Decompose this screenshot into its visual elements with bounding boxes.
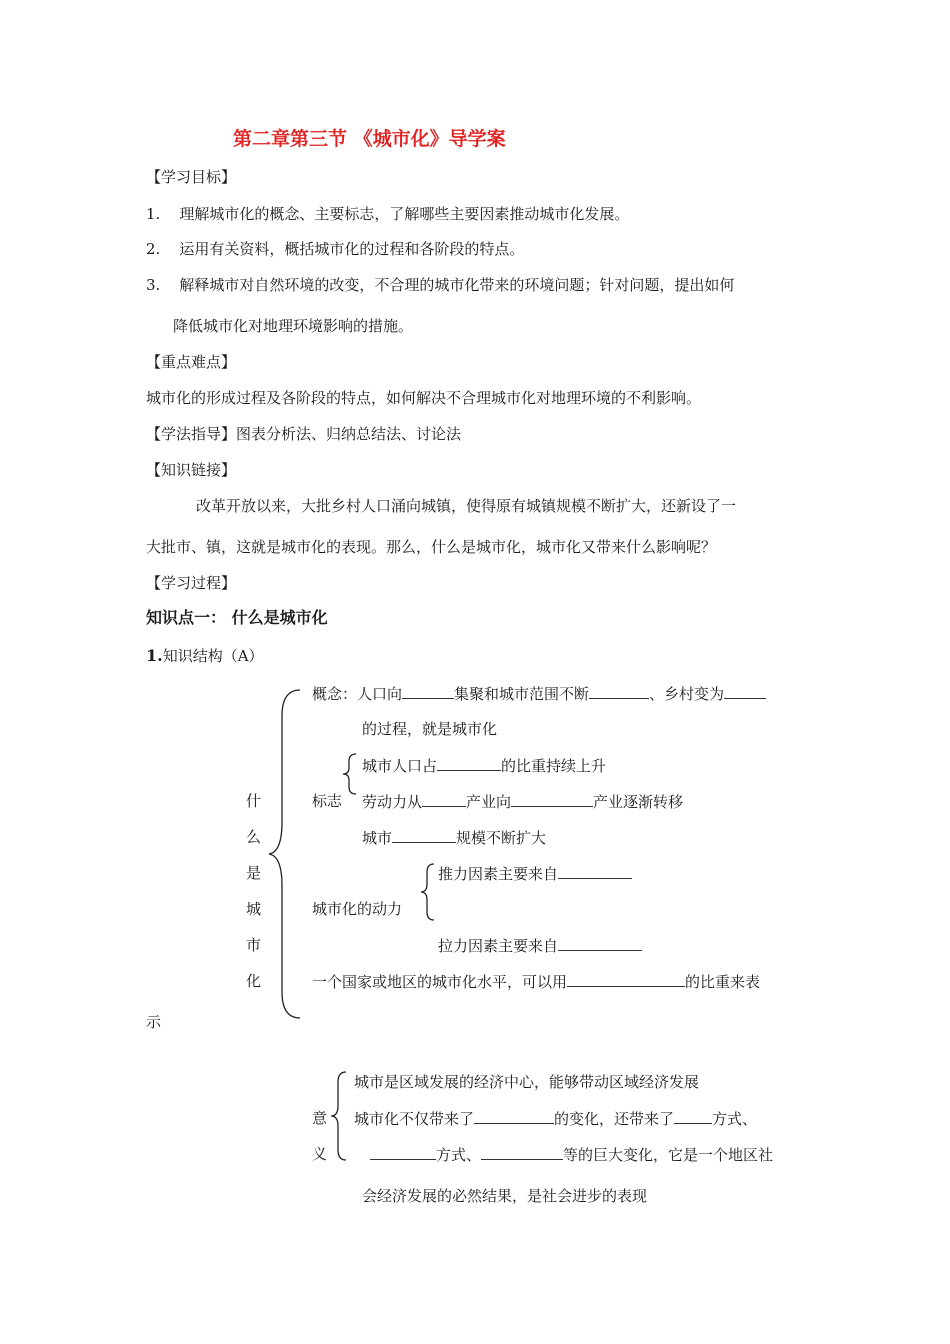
sign-line-c [362,827,546,848]
link-para-line1: 改革开放以来，大批乡村人口涌向城镇，使得原有城镇规模不断扩大，还新设了一 [196,497,737,515]
method-text: 图表分析法、归纳总结法、讨论法 [236,425,462,443]
goal-text: 理解城市化的概念、主要标志，了解哪些主要因素推动城市化发展。 [179,205,630,223]
meaning-l3-1: 方式、 [436,1146,482,1164]
sign-brace [340,752,360,796]
drive-label: 城市化的动力 [312,900,403,918]
fill-blank[interactable] [567,971,685,987]
meaning-l3-2: 等的巨大变化，它是一个地区社 [563,1146,774,1164]
fill-blank[interactable] [481,1144,563,1160]
sign-a-2: 的比重持续上升 [501,757,607,775]
key-text: 城市化的形成过程及各阶段的特点，如何解决不合理城市化对地理环境的不利影响。 [146,389,702,407]
point1-sub-num: 1. [146,646,163,665]
meaning-l2-3: 方式、 [712,1110,758,1128]
fill-blank[interactable] [589,683,649,699]
big-brace [268,688,308,1020]
fill-blank[interactable] [558,935,642,951]
drive-brace [418,862,438,922]
meaning-l2-2: 的变化，还带来了 [554,1110,675,1128]
sign-b-1: 劳动力从 [362,793,423,811]
point1-sub-text: 知识结构（A） [162,647,264,665]
sign-label: 标志 [312,792,343,810]
drive-push: 推力因素主要来自 [438,865,559,883]
drive-pull-line [438,935,642,956]
concept-text-1: 概念：人口向 [312,685,403,703]
process-heading: 【学习过程】 [146,574,237,592]
method-heading: 【学法指导】 [146,425,237,443]
goal-num: 3. [146,276,161,294]
sign-c-2: 规模不断扩大 [456,829,547,847]
goal-num: 2. [146,240,161,258]
vertical-char: 化 [246,972,262,990]
concept-line [312,683,766,704]
fill-blank[interactable] [402,683,454,699]
fill-blank[interactable] [558,863,632,879]
level-text-2: 的比重来表 [685,973,761,991]
link-heading: 【知识链接】 [146,461,237,479]
meaning-line-3 [370,1144,773,1165]
sign-b-2: 产业向 [466,793,512,811]
drive-push-line [438,863,632,884]
fill-blank[interactable] [724,683,766,699]
sign-line-b [362,791,683,812]
sign-a-1: 城市人口占 [362,757,438,775]
vertical-char: 么 [246,828,262,846]
vertical-char: 市 [246,936,262,954]
sign-b-3: 产业逐渐转移 [593,793,684,811]
goal-item-3-cont: 降低城市化对地理环境影响的措施。 [173,317,414,335]
point1-subtitle [146,646,264,666]
sign-c-1: 城市 [362,829,393,847]
method-line [146,424,461,444]
goals-heading: 【学习目标】 [146,168,237,186]
fill-blank[interactable] [674,1108,712,1124]
level-text-1: 一个国家或地区的城市化水平，可以用 [312,973,568,991]
fill-blank[interactable] [511,791,593,807]
fill-blank[interactable] [392,827,456,843]
link-para-line2: 大批市、镇，这就是城市化的表现。那么，什么是城市化，城市化又带来什么影响呢？ [146,538,717,556]
goal-text: 解释城市对自然环境的改变，不合理的城市化带来的环境问题；针对问题，提出如何 [179,276,735,294]
goal-num: 1. [146,205,161,223]
meaning-label-char: 意 [312,1109,328,1127]
goal-text: 运用有关资料，概括城市化的过程和各阶段的特点。 [179,240,525,258]
concept-cont: 的过程，就是城市化 [362,720,498,738]
sign-line-a [362,755,606,776]
page-title: 第二章第三节 《城市化》导学案 [233,128,506,150]
vertical-char: 城 [246,900,262,918]
vertical-char: 什 [246,792,262,810]
vertical-char: 是 [246,864,262,882]
goal-item-2 [146,239,524,259]
fill-blank[interactable] [474,1108,554,1124]
fill-blank[interactable] [370,1144,436,1160]
drive-pull: 拉力因素主要来自 [438,937,559,955]
goal-item-3 [146,275,734,295]
level-line [312,971,760,992]
concept-text-3: 、乡村变为 [649,685,725,703]
meaning-l2-1: 城市化不仅带来了 [354,1110,475,1128]
goal-item-1 [146,204,629,224]
point1-title: 知识点一： 什么是城市化 [146,608,328,627]
meaning-label-char: 义 [312,1145,328,1163]
meaning-line-4: 会经济发展的必然结果，是社会进步的表现 [362,1187,648,1205]
meaning-line-1: 城市是区域发展的经济中心，能够带动区域经济发展 [354,1073,700,1091]
fill-blank[interactable] [422,791,466,807]
concept-text-2: 集聚和城市范围不断 [454,685,590,703]
meaning-line-2 [354,1108,757,1129]
level-wrap: 示 [146,1013,162,1031]
key-heading: 【重点难点】 [146,353,237,371]
meaning-brace [328,1070,350,1162]
fill-blank[interactable] [437,755,501,771]
